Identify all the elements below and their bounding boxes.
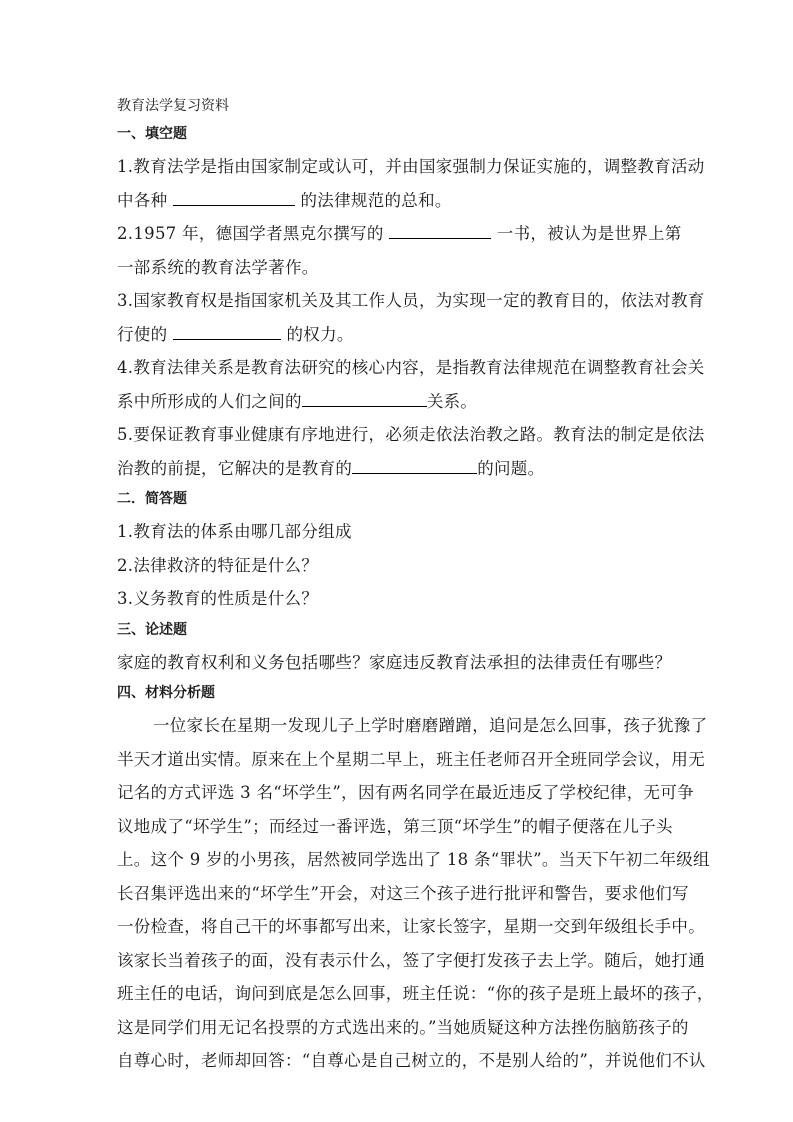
question-4-line-1: 4.教育法律关系是教育法研究的核心内容，是指教育法律规范在调整教育社会关 bbox=[117, 358, 705, 377]
material-line: 议地成了“坏学生”；而经过一番评选，第三顶“坏学生”的帽子便落在儿子头 bbox=[117, 816, 673, 836]
question-3-line-1: 3.国家教育权是指国家机关及其工作人员，为实现一定的教育目的，依法对教育 bbox=[117, 291, 705, 310]
short-answer-2: 2.法律救济的特征是什么？ bbox=[117, 555, 319, 575]
short-answer-questions bbox=[117, 515, 680, 616]
short-answer-3: 3.义务教育的性质是什么？ bbox=[117, 589, 319, 608]
question-2-line-2: 一部系统的教育法学著作。 bbox=[117, 257, 319, 277]
document-title: 教育法学复习资料 bbox=[117, 98, 229, 114]
short-answer-1: 1.教育法的体系由哪几部分组成 bbox=[117, 522, 352, 541]
answer-blank-5[interactable] bbox=[352, 455, 477, 474]
material-line: 上。这个 9 岁的小男孩，居然被同学选出了 18 条“罪状”。当天下午初二年级组 bbox=[117, 850, 710, 869]
question-3-line-2: 行使的 的权力。 bbox=[117, 318, 680, 352]
material-line: 长召集评选出来的“坏学生”开会，对这三个孩子进行批评和警告，要求他们写 bbox=[117, 883, 689, 903]
material-line: 一份检查，将自己干的坏事都写出来，让家长签字，星期一交到年级组长手中。 bbox=[117, 917, 705, 936]
essay-question-text: 家庭的教育权利和义务包括哪些？家庭违反教育法承担的法律责任有哪些？ bbox=[117, 652, 672, 672]
section-heading-fill-blank: 一、填空题 bbox=[117, 126, 187, 142]
material-line: 该家长当着孩子的面，没有表示什么，签了字便打发孩子去上学。随后，她打通 bbox=[117, 950, 705, 970]
answer-blank-4[interactable] bbox=[302, 388, 427, 407]
essay-question bbox=[117, 646, 680, 680]
material-line: 班主任的电话，询问到底是怎么回事，班主任说：“你的孩子是班上最坏的孩子， bbox=[117, 984, 714, 1003]
question-2-line-1: 2.1957 年，德国学者黑克尔撰写的 一书，被认为是世界上第 bbox=[117, 217, 680, 251]
material-line: 这是同学们用无记名投票的方式选出来的。”当她质疑这种方法挫伤脑筋孩子的 bbox=[117, 1017, 689, 1037]
material-line: 半天才道出实情。原来在上个星期二早上，班主任老师召开全班同学会议，用无 bbox=[117, 749, 705, 769]
question-4-line-2: 系中所形成的人们之间的 关系。 bbox=[117, 385, 680, 419]
answer-blank-1[interactable] bbox=[173, 187, 295, 206]
question-1-line-2: 中各种 的法律规范的总和。 bbox=[117, 184, 680, 218]
material-line: 记名的方式评选 3 名“坏学生”，因有两名同学在最近违反了学校纪律，无可争 bbox=[117, 783, 694, 802]
section-heading-short-answer: 二．简答题 bbox=[117, 491, 187, 507]
answer-blank-2[interactable] bbox=[389, 220, 491, 239]
material-line: 自尊心时，老师却回答：“自尊心是自己树立的，不是别人给的”，并说他们不认 bbox=[117, 1051, 706, 1070]
question-5-line-2: 治教的前提，它解决的是教育的 的问题。 bbox=[117, 452, 680, 486]
question-1-line-1: 1.教育法学是指由国家制定或认可，并由国家强制力保证实施的，调整教育活动 bbox=[117, 157, 705, 176]
material-paragraph bbox=[117, 709, 714, 1078]
section-heading-material-analysis: 四、材料分析题 bbox=[117, 685, 215, 701]
document-page bbox=[117, 92, 714, 1078]
question-5-line-1: 5.要保证教育事业健康有序地进行，必须走依法治教之路。教育法的制定是依法 bbox=[117, 425, 705, 444]
fill-blank-questions bbox=[117, 150, 705, 485]
material-line: 一位家长在星期一发现儿子上学时磨磨蹭蹭，追问是怎么回事，孩子犹豫了 bbox=[153, 716, 708, 735]
section-heading-essay: 三、论述题 bbox=[117, 621, 187, 638]
answer-blank-3[interactable] bbox=[173, 321, 281, 340]
